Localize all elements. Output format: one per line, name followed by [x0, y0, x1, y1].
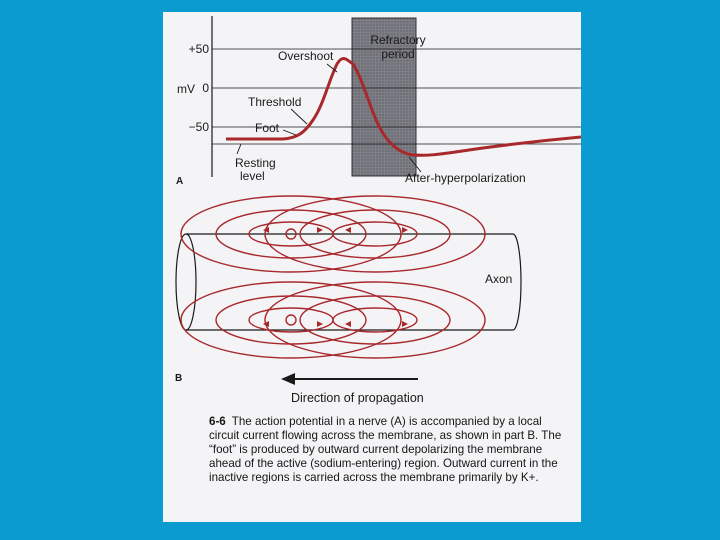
lower-current-loops — [181, 282, 485, 358]
panel-a-letter: A — [176, 176, 184, 187]
loop-arrowhead — [402, 321, 408, 327]
threshold-pointer — [291, 109, 307, 124]
loop-arrowhead — [345, 227, 351, 233]
panel-b-letter: B — [175, 373, 183, 384]
current-loop — [216, 296, 366, 344]
tick-label-0: 0 — [202, 81, 209, 95]
after-hyperpolarization-label: After-hyperpolarization — [405, 171, 526, 185]
current-loop — [181, 282, 401, 358]
resting-label-line2: level — [240, 169, 265, 183]
axon-label: Axon — [485, 272, 513, 286]
threshold-label: Threshold — [248, 95, 302, 109]
direction-label: Direction of propagation — [291, 391, 424, 405]
resting-label-line1: Resting — [235, 156, 276, 170]
current-loop — [300, 296, 450, 344]
refractory-label-line2: period — [381, 47, 415, 61]
current-loop — [265, 282, 485, 358]
loop-arrowhead — [317, 227, 323, 233]
current-loop — [333, 308, 417, 332]
current-loop — [286, 315, 296, 325]
y-unit-label: mV — [177, 82, 195, 96]
loop-arrowhead — [402, 227, 408, 233]
loop-arrowhead — [345, 321, 351, 327]
loop-arrowheads — [263, 227, 408, 327]
foot-pointer — [283, 130, 296, 135]
panel-a — [176, 16, 581, 187]
resting-pointer — [237, 144, 241, 154]
current-loop — [249, 308, 333, 332]
foot-label: Foot — [255, 121, 280, 135]
refractory-label-line1: Refractory — [370, 33, 426, 47]
tick-label-plus50: +50 — [188, 42, 209, 56]
propagation-arrow-icon — [281, 373, 295, 385]
figure-caption — [209, 415, 575, 485]
caption-text: The action potential in a nerve (A) is accompanied by a local circuit current flowing across the membrane, as shown in part B. The “foot” is produced by outward current depolarizing the membrane ahead of the active (sodium-entering) region. Outward current in the inactive regions is carried across the membrane primarily by K+. — [209, 415, 562, 484]
action-potential-figure — [163, 12, 581, 412]
caption-number: 6-6 — [209, 415, 226, 428]
tick-label-minus50: −50 — [188, 120, 209, 134]
axon-end — [176, 234, 196, 330]
panel-b — [175, 196, 521, 405]
figure-page — [163, 12, 581, 522]
overshoot-label: Overshoot — [278, 49, 334, 63]
loop-arrowhead — [317, 321, 323, 327]
